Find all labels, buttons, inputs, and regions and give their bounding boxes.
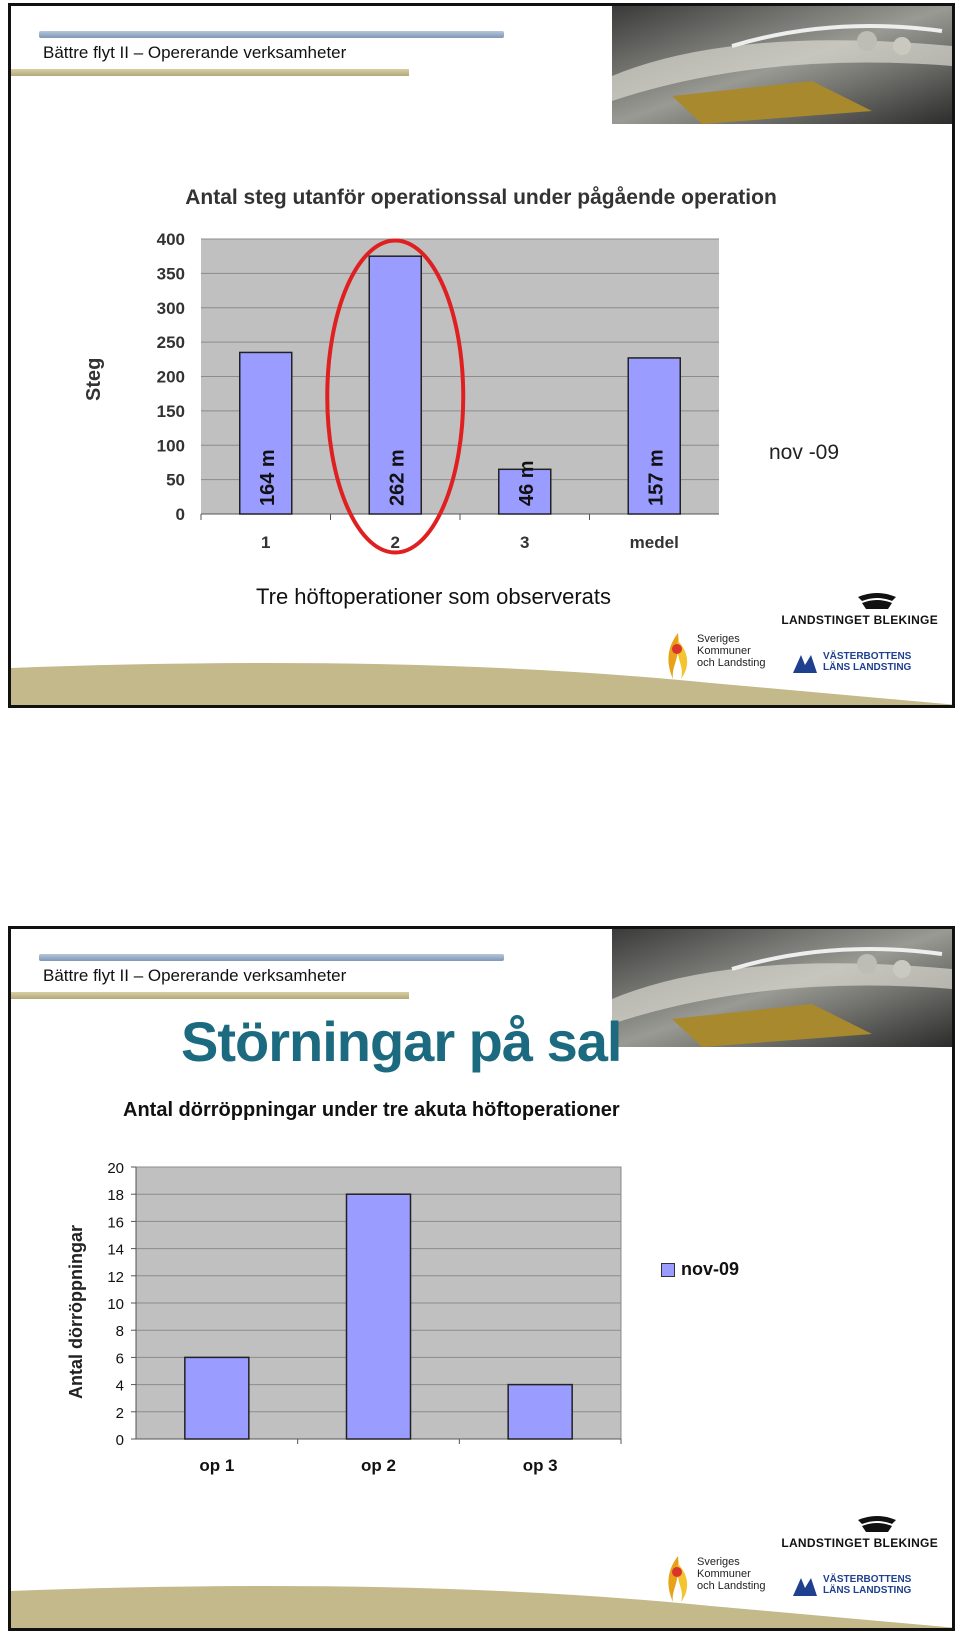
legend-swatch bbox=[661, 1263, 675, 1277]
chart1-y-tick-label: 100 bbox=[156, 436, 185, 456]
chart1-y-axis-label: Steg bbox=[83, 357, 105, 401]
skl-line-2: Kommuner bbox=[697, 645, 751, 657]
partner-logos bbox=[663, 591, 938, 691]
chart2 bbox=[91, 1157, 651, 1487]
header-accent-bar bbox=[39, 954, 504, 961]
chart2-y-tick-label: 18 bbox=[107, 1187, 124, 1205]
skl-line-1: Sveriges bbox=[697, 1556, 740, 1568]
vasterbotten-logo-text bbox=[823, 1574, 911, 1596]
chart2-bar bbox=[185, 1357, 249, 1439]
chart1-x-tick-label: 2 bbox=[390, 533, 400, 552]
chart1-y-tick-label: 150 bbox=[156, 401, 185, 421]
chart1 bbox=[141, 231, 721, 576]
chart1-title: Antal steg utanför operationssal under pågående operation bbox=[185, 186, 777, 209]
surgical-instrument-photo bbox=[612, 929, 952, 1047]
slide-heading: Störningar på sal bbox=[181, 1010, 622, 1073]
chart1-x-tick-label: 1 bbox=[261, 533, 271, 552]
partner-logos bbox=[663, 1514, 938, 1614]
chart2-y-tick-label: 4 bbox=[115, 1377, 124, 1395]
skl-line-3: och Landsting bbox=[697, 1580, 766, 1592]
chart2-y-tick-label: 10 bbox=[107, 1296, 124, 1313]
skl-line-2: Kommuner bbox=[697, 1568, 751, 1580]
chart2-y-tick-label: 2 bbox=[115, 1404, 124, 1422]
chart1-x-tick-label: medel bbox=[629, 533, 679, 552]
vasterbotten-line-2: LÄNS LANDSTING bbox=[823, 1585, 912, 1596]
chart1-y-tick-label: 350 bbox=[156, 264, 185, 284]
chart2-bar bbox=[508, 1385, 572, 1439]
chart2-y-tick-label: 20 bbox=[107, 1160, 124, 1177]
chart1-y-tick-label: 250 bbox=[156, 333, 185, 353]
header-title: Bättre flyt II – Opererande verksamheter bbox=[43, 966, 347, 985]
surgical-instrument-photo bbox=[612, 6, 952, 124]
vasterbotten-line-2: LÄNS LANDSTING bbox=[823, 662, 912, 673]
skl-flame-icon bbox=[663, 1554, 693, 1604]
slide-2 bbox=[8, 926, 955, 1631]
skl-line-3: och Landsting bbox=[697, 657, 766, 669]
chart1-data-label: 157 m bbox=[645, 449, 668, 506]
chart2-x-tick-label: op 1 bbox=[199, 1456, 235, 1475]
landstinget-blekinge-logo-text: LANDSTINGET BLEKINGE bbox=[781, 613, 938, 627]
chart1-y-tick-label: 200 bbox=[156, 367, 185, 387]
ship-icon bbox=[856, 1514, 898, 1534]
vasterbotten-emblem-icon bbox=[791, 1576, 819, 1598]
chart1-data-label: 164 m bbox=[256, 449, 279, 506]
date-label: nov -09 bbox=[769, 441, 840, 464]
chart1-y-tick-label: 300 bbox=[156, 298, 185, 318]
chart1-y-tick-label: 50 bbox=[166, 470, 185, 490]
landstinget-blekinge-logo-text: LANDSTINGET BLEKINGE bbox=[781, 1536, 938, 1550]
chart2-title: Antal dörröppningar under tre akuta höftoperationer bbox=[123, 1099, 620, 1121]
header-title: Bättre flyt II – Opererande verksamheter bbox=[43, 43, 347, 62]
chart1-x-axis-title: Tre höftoperationer som observerats bbox=[256, 584, 612, 609]
skl-logo-text bbox=[697, 1556, 766, 1592]
legend-label: nov-09 bbox=[681, 1259, 740, 1279]
ship-icon bbox=[856, 591, 898, 611]
skl-line-1: Sveriges bbox=[697, 633, 740, 645]
header-underline-bar bbox=[11, 992, 409, 999]
chart2-y-tick-label: 6 bbox=[115, 1350, 124, 1368]
vasterbotten-emblem-icon bbox=[791, 653, 819, 675]
vasterbotten-logo-text bbox=[823, 651, 911, 673]
chart1-x-tick-label: 3 bbox=[520, 533, 530, 552]
header-underline-bar bbox=[11, 69, 409, 76]
chart1-y-tick-label: 400 bbox=[156, 231, 185, 249]
chart2-x-tick-label: op 2 bbox=[361, 1456, 396, 1475]
chart2-y-tick-label: 16 bbox=[107, 1214, 124, 1232]
chart2-y-tick-label: 0 bbox=[115, 1432, 124, 1449]
chart2-legend bbox=[661, 1259, 739, 1280]
vasterbotten-line-1: VÄSTERBOTTENS bbox=[823, 1574, 912, 1585]
skl-logo-text bbox=[697, 633, 766, 669]
chart2-y-tick-label: 8 bbox=[115, 1323, 124, 1341]
chart1-data-label: 262 m bbox=[386, 449, 409, 506]
chart1-data-label: 46 m bbox=[515, 460, 538, 506]
chart1-y-tick-label: 0 bbox=[175, 505, 185, 524]
vasterbotten-line-1: VÄSTERBOTTENS bbox=[823, 651, 912, 662]
slide-1 bbox=[8, 3, 955, 708]
header-accent-bar bbox=[39, 31, 504, 38]
chart2-y-axis-label: Antal dörröppningar bbox=[66, 1225, 86, 1399]
skl-flame-icon bbox=[663, 631, 693, 681]
chart2-y-tick-label: 12 bbox=[107, 1268, 124, 1286]
chart2-bar bbox=[347, 1194, 411, 1439]
chart2-y-tick-label: 14 bbox=[107, 1241, 124, 1259]
chart2-x-tick-label: op 3 bbox=[522, 1456, 558, 1475]
